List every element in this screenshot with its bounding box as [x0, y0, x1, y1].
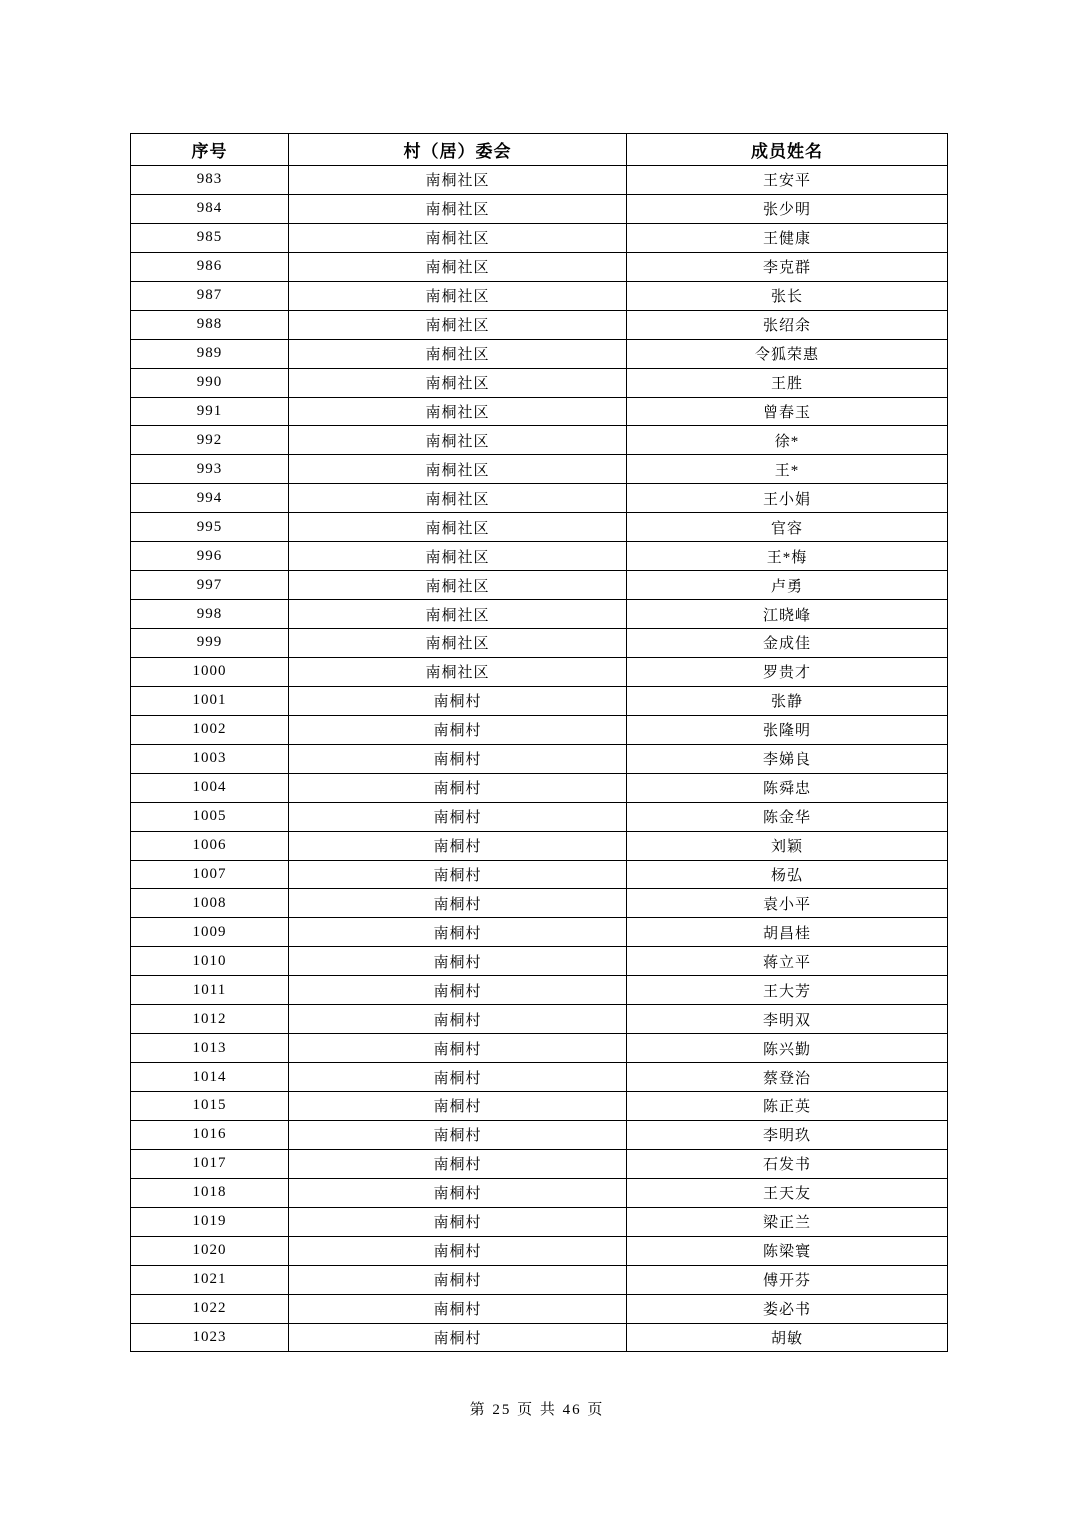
- table-cell: 南桐村: [289, 831, 627, 860]
- table-row: [131, 223, 948, 252]
- table-body: [131, 166, 948, 1352]
- table-cell: 南桐社区: [289, 397, 627, 426]
- table-cell: 1021: [131, 1265, 289, 1294]
- table-cell: 1023: [131, 1323, 289, 1352]
- table-cell: 988: [131, 310, 289, 339]
- table-cell: 997: [131, 571, 289, 600]
- table-row: [131, 1005, 948, 1034]
- table-cell: 998: [131, 600, 289, 629]
- table-cell: 南桐村: [289, 1265, 627, 1294]
- table-cell: 蔡登治: [627, 1063, 948, 1092]
- table-cell: 南桐社区: [289, 281, 627, 310]
- table-cell: 1006: [131, 831, 289, 860]
- table-cell: 南桐村: [289, 918, 627, 947]
- table-cell: 罗贵才: [627, 657, 948, 686]
- table-cell: 南桐村: [289, 744, 627, 773]
- table-cell: 1003: [131, 744, 289, 773]
- table-cell: 陈舜忠: [627, 773, 948, 802]
- table-row: [131, 194, 948, 223]
- table-cell: 1015: [131, 1092, 289, 1121]
- table-row: [131, 368, 948, 397]
- members-table: [130, 133, 948, 1352]
- table-cell: 987: [131, 281, 289, 310]
- table-cell: 南桐社区: [289, 455, 627, 484]
- table-row: [131, 252, 948, 281]
- table-cell: 1000: [131, 657, 289, 686]
- table-cell: 南桐村: [289, 1120, 627, 1149]
- table-cell: 陈正英: [627, 1092, 948, 1121]
- table-cell: 金成佳: [627, 629, 948, 658]
- table-cell: 蒋立平: [627, 947, 948, 976]
- table-cell: 南桐社区: [289, 310, 627, 339]
- table-cell: 999: [131, 629, 289, 658]
- table-cell: 1005: [131, 802, 289, 831]
- table-cell: 985: [131, 223, 289, 252]
- table-cell: 南桐村: [289, 1005, 627, 1034]
- table-cell: 李明双: [627, 1005, 948, 1034]
- table-row: [131, 1207, 948, 1236]
- table-cell: 1002: [131, 715, 289, 744]
- table-cell: 王胜: [627, 368, 948, 397]
- table-row: [131, 426, 948, 455]
- header-row: [131, 134, 948, 166]
- table-cell: 994: [131, 484, 289, 513]
- table-cell: 李娣良: [627, 744, 948, 773]
- table-row: [131, 484, 948, 513]
- table-row: [131, 629, 948, 658]
- table-cell: 1004: [131, 773, 289, 802]
- table-cell: 王安平: [627, 166, 948, 195]
- table-cell: 南桐村: [289, 1323, 627, 1352]
- table-cell: 南桐村: [289, 715, 627, 744]
- table-cell: 梁正兰: [627, 1207, 948, 1236]
- table-row: [131, 1063, 948, 1092]
- table-cell: 984: [131, 194, 289, 223]
- table-cell: 1009: [131, 918, 289, 947]
- table-cell: 杨弘: [627, 860, 948, 889]
- table-cell: 南桐社区: [289, 194, 627, 223]
- table-cell: 990: [131, 368, 289, 397]
- table-cell: 南桐村: [289, 1236, 627, 1265]
- table-row: [131, 166, 948, 195]
- table-cell: 李明玖: [627, 1120, 948, 1149]
- table-cell: 1013: [131, 1034, 289, 1063]
- table-cell: 1016: [131, 1120, 289, 1149]
- table-row: [131, 1092, 948, 1121]
- table-cell: 南桐社区: [289, 368, 627, 397]
- table-cell: 996: [131, 542, 289, 571]
- table-cell: 南桐村: [289, 773, 627, 802]
- table-cell: 李克群: [627, 252, 948, 281]
- table-cell: 1012: [131, 1005, 289, 1034]
- table-row: [131, 310, 948, 339]
- table-cell: 南桐社区: [289, 600, 627, 629]
- table-cell: 王天友: [627, 1178, 948, 1207]
- table-cell: 991: [131, 397, 289, 426]
- table-cell: 1008: [131, 889, 289, 918]
- table-row: [131, 715, 948, 744]
- table-row: [131, 542, 948, 571]
- table-cell: 张少明: [627, 194, 948, 223]
- table-cell: 1010: [131, 947, 289, 976]
- table-cell: 1017: [131, 1149, 289, 1178]
- table-cell: 王大芳: [627, 976, 948, 1005]
- table-cell: 995: [131, 513, 289, 542]
- table-cell: 南桐社区: [289, 629, 627, 658]
- table-row: [131, 513, 948, 542]
- table-cell: 张长: [627, 281, 948, 310]
- table-cell: 南桐村: [289, 1063, 627, 1092]
- table-cell: 南桐村: [289, 686, 627, 715]
- page-footer: 第 25 页 共 46 页: [469, 1402, 605, 1418]
- table-row: [131, 686, 948, 715]
- table-cell: 1019: [131, 1207, 289, 1236]
- table-cell: 曾春玉: [627, 397, 948, 426]
- table-cell: 993: [131, 455, 289, 484]
- table-cell: 王*: [627, 455, 948, 484]
- table-cell: 南桐社区: [289, 426, 627, 455]
- table-header: [131, 134, 948, 166]
- table-cell: 令狐荣惠: [627, 339, 948, 368]
- table-cell: 陈梁寰: [627, 1236, 948, 1265]
- table-cell: 王健康: [627, 223, 948, 252]
- table-row: [131, 1236, 948, 1265]
- table-row: [131, 1149, 948, 1178]
- table-cell: 1014: [131, 1063, 289, 1092]
- table-cell: 1011: [131, 976, 289, 1005]
- table-row: [131, 976, 948, 1005]
- table-cell: 卢勇: [627, 571, 948, 600]
- table-row: [131, 657, 948, 686]
- table-row: [131, 773, 948, 802]
- table-cell: 刘颖: [627, 831, 948, 860]
- table-cell: 石发书: [627, 1149, 948, 1178]
- table-cell: 江晓峰: [627, 600, 948, 629]
- table-row: [131, 571, 948, 600]
- table-cell: 1022: [131, 1294, 289, 1323]
- table-cell: 983: [131, 166, 289, 195]
- table-cell: 胡昌桂: [627, 918, 948, 947]
- table-cell: 张绍余: [627, 310, 948, 339]
- table-cell: 南桐社区: [289, 542, 627, 571]
- table-cell: 南桐村: [289, 1149, 627, 1178]
- table-cell: 娄必书: [627, 1294, 948, 1323]
- table-row: [131, 339, 948, 368]
- table-cell: 1018: [131, 1178, 289, 1207]
- table-cell: 南桐社区: [289, 339, 627, 368]
- table-cell: 张隆明: [627, 715, 948, 744]
- table-cell: 袁小平: [627, 889, 948, 918]
- table-row: [131, 744, 948, 773]
- table-cell: 南桐社区: [289, 484, 627, 513]
- table-cell: 王小娟: [627, 484, 948, 513]
- table-cell: 陈兴勤: [627, 1034, 948, 1063]
- table-cell: 官容: [627, 513, 948, 542]
- table-row: [131, 455, 948, 484]
- table-row: [131, 1294, 948, 1323]
- table-cell: 南桐社区: [289, 166, 627, 195]
- table-cell: 989: [131, 339, 289, 368]
- table-cell: 南桐村: [289, 1178, 627, 1207]
- table-cell: 1020: [131, 1236, 289, 1265]
- table-cell: 南桐村: [289, 889, 627, 918]
- table-row: [131, 1323, 948, 1352]
- table-cell: 南桐村: [289, 1092, 627, 1121]
- table-row: [131, 918, 948, 947]
- table-cell: 1007: [131, 860, 289, 889]
- table-cell: 胡敏: [627, 1323, 948, 1352]
- table-cell: 南桐村: [289, 947, 627, 976]
- table-cell: 陈金华: [627, 802, 948, 831]
- col-header-member-name: 成员姓名: [627, 134, 948, 166]
- table-row: [131, 889, 948, 918]
- table-cell: 张静: [627, 686, 948, 715]
- table-cell: 徐*: [627, 426, 948, 455]
- table-cell: 南桐社区: [289, 252, 627, 281]
- table-cell: 南桐村: [289, 1034, 627, 1063]
- table-cell: 南桐社区: [289, 571, 627, 600]
- col-header-committee: 村（居）委会: [289, 134, 627, 166]
- table-row: [131, 947, 948, 976]
- table-cell: 南桐村: [289, 860, 627, 889]
- table-cell: 傅开芬: [627, 1265, 948, 1294]
- col-header-index: 序号: [131, 134, 289, 166]
- table-row: [131, 1120, 948, 1149]
- table-cell: 王*梅: [627, 542, 948, 571]
- table-cell: 南桐村: [289, 976, 627, 1005]
- table-cell: 南桐村: [289, 1294, 627, 1323]
- table-row: [131, 860, 948, 889]
- table-cell: 1001: [131, 686, 289, 715]
- table-row: [131, 802, 948, 831]
- table-cell: 南桐社区: [289, 513, 627, 542]
- table-row: [131, 600, 948, 629]
- table-cell: 南桐社区: [289, 657, 627, 686]
- table-cell: 南桐社区: [289, 223, 627, 252]
- table-row: [131, 1178, 948, 1207]
- table-cell: 992: [131, 426, 289, 455]
- table-row: [131, 1034, 948, 1063]
- table-row: [131, 831, 948, 860]
- table-cell: 南桐村: [289, 1207, 627, 1236]
- table-row: [131, 281, 948, 310]
- table-cell: 986: [131, 252, 289, 281]
- table-cell: 南桐村: [289, 802, 627, 831]
- table-row: [131, 1265, 948, 1294]
- table-row: [131, 397, 948, 426]
